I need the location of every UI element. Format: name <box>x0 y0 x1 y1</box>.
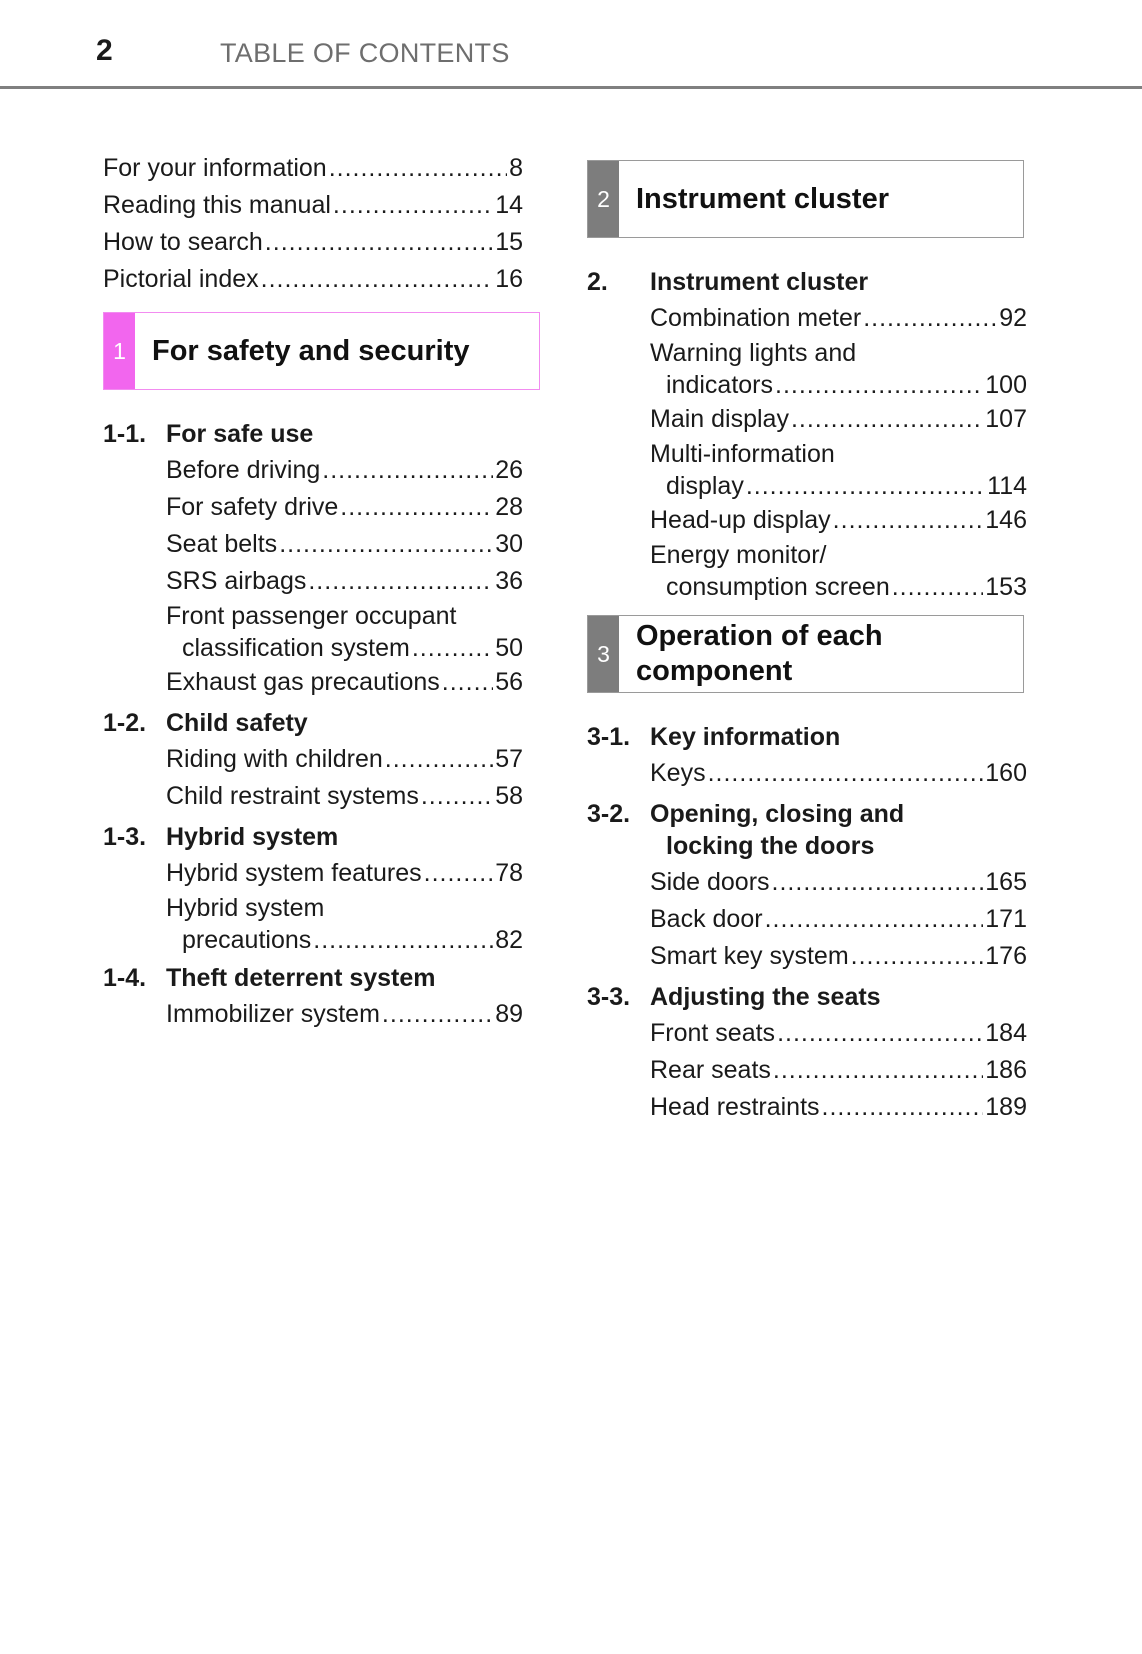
toc-entry[interactable]: Multi-information display ..... 114 <box>650 438 1027 502</box>
section-3-2[interactable]: 3-2. Opening, closing and locking the doors <box>587 800 905 860</box>
section-1-3[interactable]: 1-3. Hybrid system <box>103 823 339 851</box>
toc-entry[interactable]: Seat belts ..... 30 <box>166 526 523 563</box>
section-3-3[interactable]: 3-3. Adjusting the seats <box>587 983 881 1011</box>
toc-entry[interactable]: Head restraints ..... 189 <box>650 1089 1027 1126</box>
chapter-2-header[interactable] <box>587 160 1024 238</box>
chapter-1-title: For safety and security <box>152 334 470 367</box>
toc-entry[interactable]: Child restraint systems ..... 58 <box>166 778 523 815</box>
toc-entry[interactable]: Immobilizer system ..... 89 <box>166 996 523 1033</box>
toc-entry[interactable]: Head-up display ..... 146 <box>650 502 1027 539</box>
toc-entry-pictorial-index[interactable]: Pictorial index ..... 16 <box>103 261 523 298</box>
toc-entry[interactable]: Side doors ..... 165 <box>650 864 1027 901</box>
toc-entry[interactable]: Hybrid system features ..... 78 <box>166 855 523 892</box>
toc-entry[interactable]: Front passenger occupant classification system ..... 50 <box>166 600 523 664</box>
chapter-3-tab: 3 <box>588 616 619 692</box>
toc-entry[interactable]: SRS airbags ..... 36 <box>166 563 523 600</box>
toc-left-column <box>103 150 523 1033</box>
toc-entry[interactable]: Exhaust gas precautions ..... 56 <box>166 664 523 701</box>
toc-entry-for-your-information[interactable]: For your information ..... 8 <box>103 150 523 187</box>
page-header <box>0 0 1142 89</box>
toc-entry-how-to-search[interactable]: How to search ..... 15 <box>103 224 523 261</box>
toc-entry[interactable]: Front seats ..... 184 <box>650 1015 1027 1052</box>
toc-entry[interactable]: Keys ..... 160 <box>650 755 1027 792</box>
toc-right-column <box>587 160 1027 1126</box>
toc-entry[interactable]: For safety drive ..... 28 <box>166 489 523 526</box>
toc-entry[interactable]: Smart key system ..... 176 <box>650 938 1027 975</box>
page-number: 2 <box>96 34 113 67</box>
section-1-2[interactable]: 1-2. Child safety <box>103 709 308 737</box>
chapter-2-title: Instrument cluster <box>636 182 889 215</box>
toc-entry-reading-this-manual[interactable]: Reading this manual ..... 14 <box>103 187 523 224</box>
toc-entry[interactable]: Back door ..... 171 <box>650 901 1027 938</box>
section-2[interactable]: 2. Instrument cluster <box>587 268 869 296</box>
toc-entry[interactable]: Main display ..... 107 <box>650 401 1027 438</box>
chapter-1-tab: 1 <box>104 313 135 389</box>
toc-entry[interactable]: Warning lights and indicators ..... 100 <box>650 337 1027 401</box>
toc-entry[interactable]: Rear seats ..... 186 <box>650 1052 1027 1089</box>
chapter-3-header[interactable] <box>587 615 1024 693</box>
chapter-3-title: Operation of each component <box>636 620 883 687</box>
section-1-4[interactable]: 1-4. Theft deterrent system <box>103 964 436 992</box>
toc-entry[interactable]: Hybrid system precautions ..... 82 <box>166 892 523 956</box>
chapter-1-header[interactable] <box>103 312 540 390</box>
toc-entry[interactable]: Riding with children ..... 57 <box>166 741 523 778</box>
chapter-2-tab: 2 <box>588 161 619 237</box>
toc-entry[interactable]: Energy monitor/ consumption screen ..... 153 <box>650 539 1027 603</box>
toc-entry[interactable]: Combination meter ..... 92 <box>650 300 1027 337</box>
header-title: TABLE OF CONTENTS <box>220 38 510 68</box>
section-1-1[interactable]: 1-1. For safe use <box>103 420 314 448</box>
section-3-1[interactable]: 3-1. Key information <box>587 723 841 751</box>
toc-entry[interactable]: Before driving ..... 26 <box>166 452 523 489</box>
